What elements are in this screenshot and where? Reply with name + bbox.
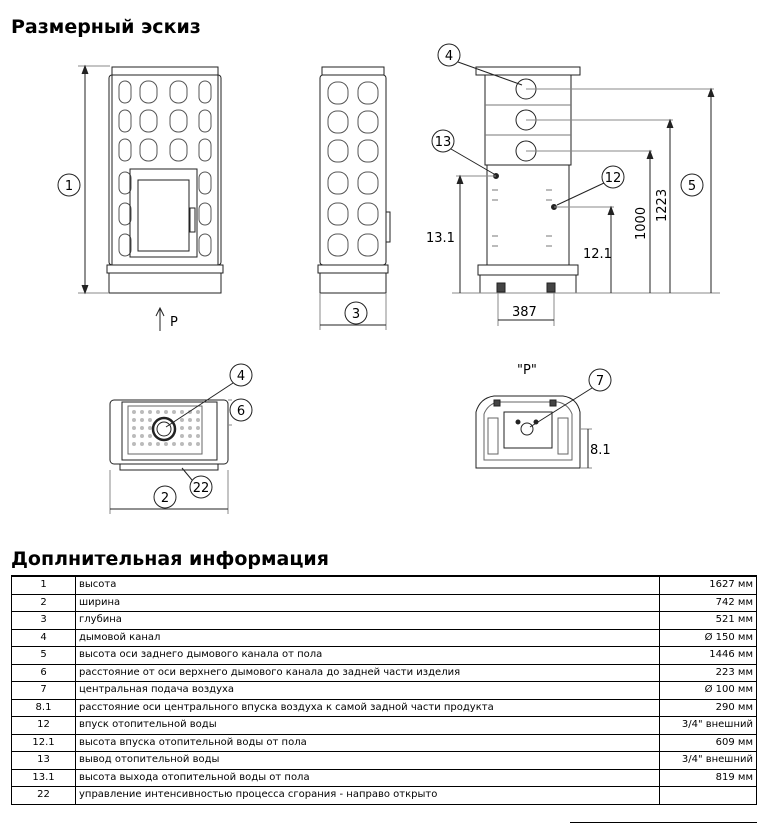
cell-value: 3/4" внешний — [660, 717, 757, 735]
side-view — [318, 67, 390, 293]
section-title-sketch: Размерный эскиз — [11, 16, 201, 38]
cell-desc: высота — [76, 576, 660, 594]
back-view — [476, 67, 580, 293]
view-p-label: "P" — [517, 363, 537, 378]
table-row — [12, 629, 757, 647]
cell-value: 609 мм — [660, 734, 757, 752]
cell-value: 1627 мм — [660, 576, 757, 594]
cell-num: 8.1 — [12, 699, 76, 717]
cell-num: 13.1 — [12, 769, 76, 787]
cell-desc: расстояние от оси верхнего дымового канала до задней части изделия — [76, 664, 660, 682]
cell-value — [660, 787, 757, 805]
cell-num: 4 — [12, 629, 76, 647]
callout-8-1: 8.1 — [590, 443, 611, 458]
table-row — [12, 699, 757, 717]
cell-desc: центральная подача воздуха — [76, 682, 660, 700]
cell-desc: впуск отопительной воды — [76, 717, 660, 735]
callout-3: 3 — [351, 307, 361, 322]
table-row — [12, 752, 757, 770]
table-row — [12, 682, 757, 700]
cell-value: 3/4" внешний — [660, 752, 757, 770]
cell-desc: ширина — [76, 594, 660, 612]
cell-num: 6 — [12, 664, 76, 682]
section-title-info: Доплнительная информация — [11, 548, 329, 570]
dim-387: 387 — [512, 305, 537, 320]
dim-1000: 1000 — [634, 206, 649, 240]
table-row — [12, 769, 757, 787]
table-row — [12, 717, 757, 735]
cell-num: 5 — [12, 647, 76, 665]
table-row — [12, 664, 757, 682]
cell-desc: глубина — [76, 612, 660, 630]
cell-value: Ø 100 мм — [660, 682, 757, 700]
cell-desc: управление интенсивностью процесса сгорания - направо открыто — [76, 787, 660, 805]
callout-2: 2 — [160, 491, 170, 506]
cell-value: 290 мм — [660, 699, 757, 717]
callout-1: 1 — [64, 179, 74, 194]
callout-6: 6 — [236, 404, 246, 419]
cell-num: 13 — [12, 752, 76, 770]
table-row — [12, 787, 757, 805]
table-row — [12, 594, 757, 612]
callout-12: 12 — [604, 171, 622, 186]
callout-22: 22 — [192, 481, 210, 496]
cell-value: 1446 мм — [660, 647, 757, 665]
cell-value: 223 мм — [660, 664, 757, 682]
cell-num: 22 — [12, 787, 76, 805]
cell-desc: высота оси заднего дымового канала от пола — [76, 647, 660, 665]
callout-4-back: 4 — [444, 49, 454, 64]
table-row — [12, 576, 757, 594]
callout-13-1: 13.1 — [426, 231, 455, 246]
dim-1223: 1223 — [655, 188, 670, 222]
cell-num: 2 — [12, 594, 76, 612]
cell-num: 12.1 — [12, 734, 76, 752]
cell-value: 819 мм — [660, 769, 757, 787]
callout-13: 13 — [434, 135, 452, 150]
cell-num: 3 — [12, 612, 76, 630]
cell-value: 521 мм — [660, 612, 757, 630]
cell-desc: высота выхода отопительной воды от пола — [76, 769, 660, 787]
cell-desc: вывод отопительной воды — [76, 752, 660, 770]
table-row — [12, 647, 757, 665]
callout-7: 7 — [595, 374, 605, 389]
cell-num: 7 — [12, 682, 76, 700]
front-view — [107, 67, 223, 293]
cell-value: Ø 150 мм — [660, 629, 757, 647]
table-row — [12, 612, 757, 630]
info-table — [11, 575, 757, 805]
cell-num: 1 — [12, 576, 76, 594]
top-view — [110, 400, 228, 470]
cell-desc: расстояние оси центрального впуска воздуха к самой задной части продукта — [76, 699, 660, 717]
callout-5: 5 — [687, 179, 697, 194]
cell-value: 742 мм — [660, 594, 757, 612]
arrow-p-label: P — [170, 315, 178, 330]
callout-4-top: 4 — [236, 369, 246, 384]
callout-12-1: 12.1 — [583, 247, 612, 262]
cell-desc: высота впуска отопительной воды от пола — [76, 734, 660, 752]
bottom-view-p — [476, 396, 580, 468]
table-tail-line — [570, 822, 757, 823]
cell-num: 12 — [12, 717, 76, 735]
cell-desc: дымовой канал — [76, 629, 660, 647]
table-row — [12, 734, 757, 752]
